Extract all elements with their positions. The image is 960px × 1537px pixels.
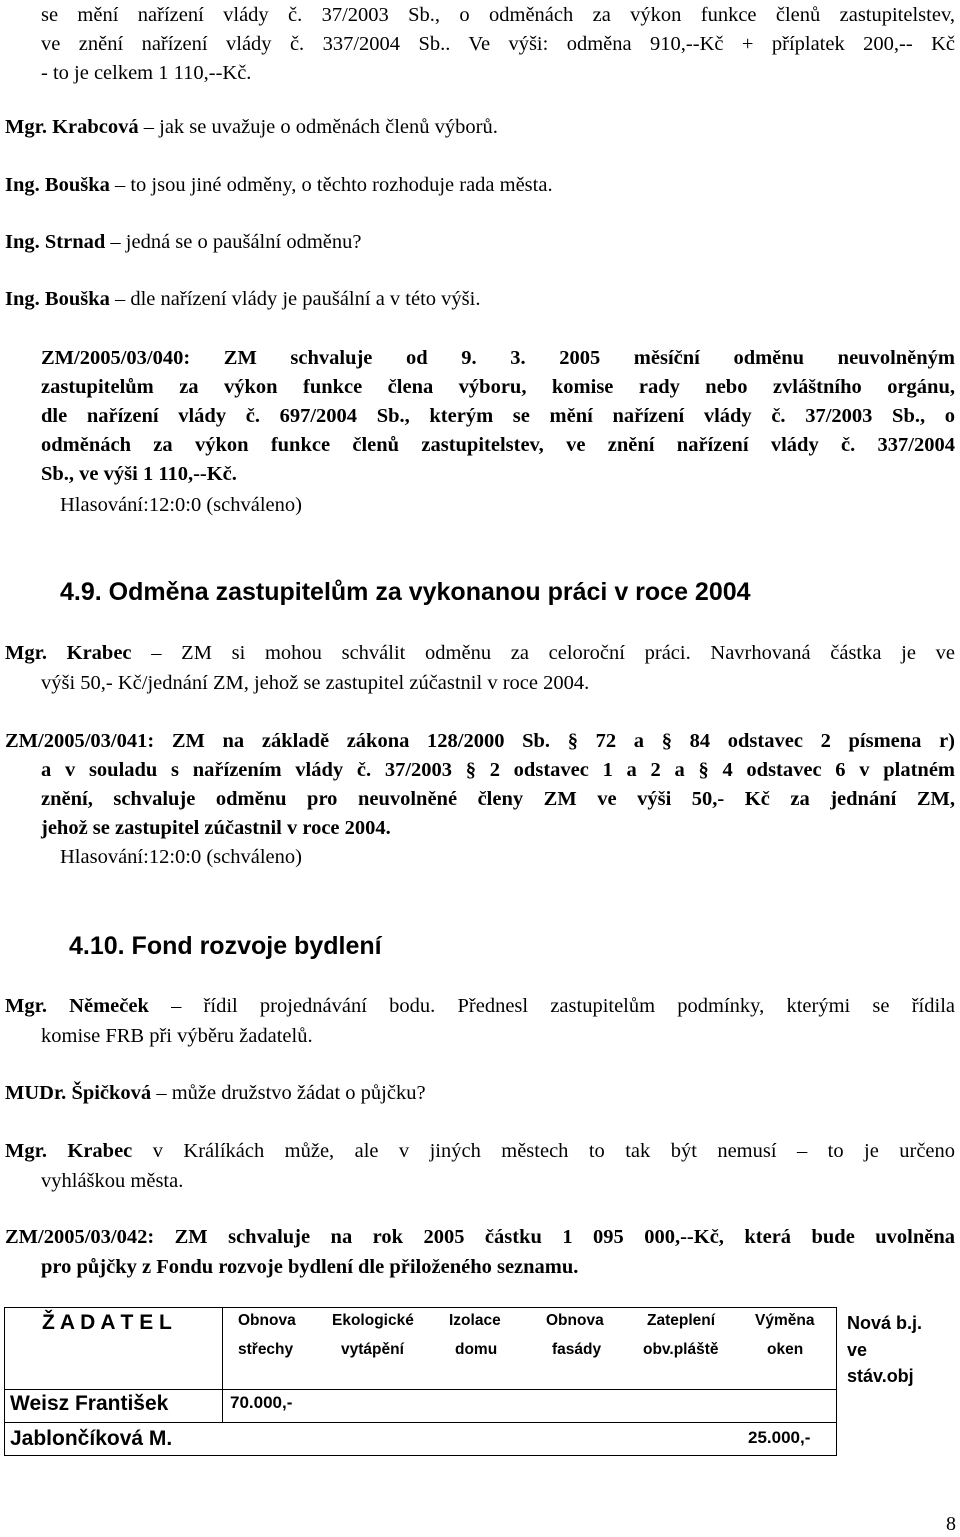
table-header: Výměna <box>755 1312 815 1329</box>
speaker-name: Němeček <box>69 995 149 1017</box>
remark: Mgr. Němeček – řídil projednávání bodu. Přednesl zastupitelům podmínky, kterými se řídila <box>5 995 955 1017</box>
remark: Ing. Strnad – jedná se o paušální odměnu? <box>5 231 362 253</box>
resolution-line: a v souladu s nařízením vlády č. 37/2003 § 2 odstavec 1 a 2 a § 4 odstavec 6 v platném <box>41 759 955 781</box>
remark-text: řídil projednávání bodu. Přednesl zastupitelům podmínky, kterými se řídila <box>203 995 955 1017</box>
body-line: se mění nařízení vlády č. 37/2003 Sb., o odměnách za výkon funkce členů zastupitelstev, <box>41 4 955 26</box>
speaker-title: Mgr. <box>5 995 47 1017</box>
resolution-line: dle nařízení vlády č. 697/2004 Sb., kterým se mění nařízení vlády č. 37/2003 Sb., o <box>41 405 955 427</box>
remark-text: dle nařízení vlády je paušální a v této výši. <box>130 288 481 310</box>
table-header: stáv.obj <box>847 1366 914 1386</box>
resolution-line: Sb., ve výši 1 110,--Kč. <box>41 463 237 485</box>
table-header: střechy <box>238 1341 294 1358</box>
speaker-name: Krabec <box>67 1140 133 1162</box>
table-rule <box>4 1422 837 1423</box>
resolution-041-cont <box>41 756 955 843</box>
speaker-title: Mgr. <box>5 1140 47 1162</box>
resolution-line: ZM/2005/03/041: ZM na základě zákona 128/2000 Sb. § 72 a § 84 odstavec 2 písmena r) <box>5 730 955 752</box>
speaker-name: Krabec <box>66 642 132 664</box>
speaker-name: Bouška <box>44 288 110 310</box>
body-line: ve znění nařízení vlády č. 337/2004 Sb.. Ve výši: odměna 910,--Kč + příplatek 200,-- Kč <box>41 33 955 55</box>
resolution-041 <box>5 727 955 756</box>
table-header: obv.pláště <box>643 1341 719 1358</box>
section-heading: 4.9. Odměna zastupitelům za vykonanou práci v roce 2004 <box>60 578 751 606</box>
remark: Mgr. Krabcová – jak se uvažuje o odměnách členů výborů. <box>5 116 498 138</box>
table-header: domu <box>455 1341 498 1358</box>
resolution-line: ZM/2005/03/042: ZM schvaluje na rok 2005 částku 1 095 000,--Kč, která bude uvolněna <box>5 1226 955 1248</box>
speaker-name: Krabcová <box>52 116 139 138</box>
remark: Mgr. Krabec – ZM si mohou schválit odměnu za celoroční práci. Navrhovaná částka je ve <box>5 642 955 664</box>
table-rule <box>4 1307 837 1308</box>
speaker-name: Bouška <box>44 174 110 196</box>
body-line: - to je celkem 1 110,--Kč. <box>41 62 252 84</box>
remark-text: komise FRB při výběru žadatelů. <box>41 1025 313 1047</box>
speaker-name: Strnad <box>44 231 106 253</box>
speaker-title: Mgr. <box>5 642 47 664</box>
section-heading: 4.10. Fond rozvoje bydlení <box>69 932 382 960</box>
remark: MUDr. Špičková – může družstvo žádat o půjčku? <box>5 1082 426 1104</box>
remark-text: jedná se o paušální odměnu? <box>125 231 362 253</box>
resolution-line: znění, schvaluje odměnu pro neuvolněné členy ZM ve výši 50,- Kč za jednání ZM, <box>41 788 955 810</box>
remark-text: to jsou jiné odměny, o těchto rozhoduje rada města. <box>130 174 553 196</box>
speaker-title: Mgr. <box>5 116 47 138</box>
table-header: ve <box>847 1340 868 1360</box>
speaker-title: Ing. <box>5 231 40 253</box>
remark-text: ZM si mohou schválit odměnu za celoroční práci. Navrhovaná částka je ve <box>181 642 955 664</box>
table-header: fasády <box>552 1341 602 1358</box>
table-rule <box>836 1307 837 1455</box>
resolution-line: pro půjčky z Fondu rozvoje bydlení dle přiloženého seznamu. <box>41 1256 579 1278</box>
speaker-title: Ing. <box>5 174 40 196</box>
speaker-title: Ing. <box>5 288 40 310</box>
applicant-name: Jablončíková M. <box>10 1427 173 1450</box>
speaker-name: Špičková <box>71 1082 152 1104</box>
remark <box>5 1136 955 1166</box>
table-rule <box>4 1455 837 1456</box>
table-rule <box>222 1307 223 1422</box>
resolution-line: jehož se zastupitel zúčastnil v roce 2004. <box>41 817 391 839</box>
table-header: Obnova <box>238 1312 296 1329</box>
resolution-line: odměnách za výkon funkce členů zastupitelstev, ve znění nařízení vlády č. 337/2004 <box>41 434 955 456</box>
table-rule <box>4 1307 5 1455</box>
remark-text: jak se uvažuje o odměnách členů výborů. <box>159 116 498 138</box>
speaker-title: MUDr. <box>5 1082 67 1104</box>
resolution-line: zastupitelům za výkon funkce člena výboru, komise rady nebo zvláštního orgánu, <box>41 376 955 398</box>
page-number: 8 <box>946 1513 956 1535</box>
resolution-040 <box>41 344 955 489</box>
remark: Ing. Bouška – to jsou jiné odměny, o těchto rozhoduje rada města. <box>5 174 553 196</box>
table-header: Zateplení <box>647 1312 716 1329</box>
table-header: Ekologické <box>332 1312 414 1329</box>
table-header: Obnova <box>546 1312 604 1329</box>
table-header: oken <box>767 1341 804 1358</box>
remark-text: v Králíkách může, ale v jiných městech to tak být nemusí – to je určeno <box>152 1140 956 1162</box>
table-header: Nová b.j. <box>847 1313 923 1333</box>
remark-text: výši 50,- Kč/jednání ZM, jehož se zastupitel zúčastnil v roce 2004. <box>41 672 590 694</box>
applicant-name: Weisz František <box>10 1392 169 1415</box>
table-header: vytápění <box>341 1341 404 1358</box>
table-rule <box>4 1389 837 1390</box>
amount-cell: 25.000,- <box>748 1428 811 1447</box>
amount-cell: 70.000,- <box>230 1393 293 1412</box>
remark-text: vyhláškou města. <box>41 1170 184 1192</box>
remark: Ing. Bouška – dle nařízení vlády je paušální a v této výši. <box>5 288 481 310</box>
table-header: Ž A D A T E L <box>42 1311 172 1334</box>
remark-text: může družstvo žádat o půjčku? <box>171 1082 426 1104</box>
vote-result: Hlasování:12:0:0 (schváleno) <box>60 494 302 516</box>
table-header: Izolace <box>449 1312 501 1329</box>
vote-result: Hlasování:12:0:0 (schváleno) <box>60 846 302 868</box>
resolution-line: ZM/2005/03/040: ZM schvaluje od 9. 3. 2005 měsíční odměnu neuvolněným <box>41 347 955 369</box>
resolution-042 <box>5 1223 955 1252</box>
